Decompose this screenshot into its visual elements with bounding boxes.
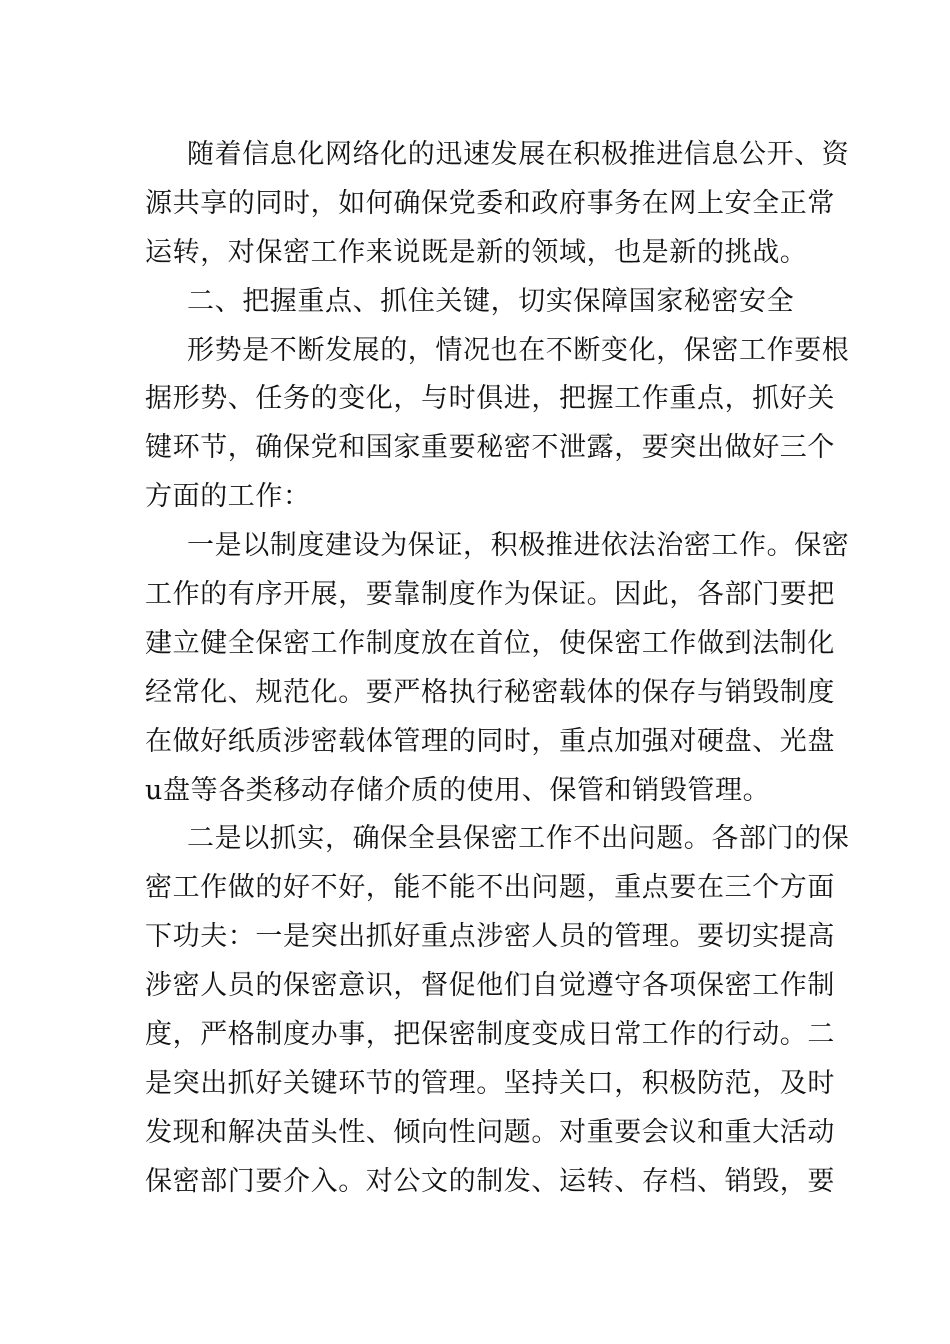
paragraph-line-18: 涉密人员的保密意识，督促他们自觉遵守各项保密工作制 — [145, 970, 835, 1002]
paragraph-line-16: 密工作做的好不好，能不能不出问题，重点要在三个方面 — [145, 872, 835, 904]
paragraph-line-8: 方面的工作： — [145, 481, 311, 513]
paragraph-line-9: 一是以制度建设为保证，积极推进依法治密工作。保密 — [187, 530, 850, 562]
paragraph-line-1: 随着信息化网络化的迅速发展在积极推进信息公开、资 — [187, 139, 850, 170]
paragraph-line-5: 形势是不断发展的，情况也在不断变化，保密工作要根 — [187, 334, 850, 366]
paragraph-line-17: 下功夫：一是突出抓好重点涉密人员的管理。要切实提高 — [145, 921, 835, 953]
paragraph-line-6: 据形势、任务的变化，与时俱进，把握工作重点，抓好关 — [145, 383, 835, 415]
paragraph-line-14: u盘等各类移动存储介质的使用、保管和销毁管理。 — [145, 774, 771, 806]
paragraph-line-22: 保密部门要介入。对公文的制发、运转、存档、销毁，要 — [145, 1165, 835, 1197]
paragraph-line-19: 度，严格制度办事，把保密制度变成日常工作的行动。二 — [145, 1019, 835, 1051]
paragraph-line-15: 二是以抓实，确保全县保密工作不出问题。各部门的保 — [187, 823, 850, 855]
paragraph-line-3: 运转，对保密工作来说既是新的领域，也是新的挑战。 — [145, 236, 808, 268]
paragraph-line-10: 工作的有序开展，要靠制度作为保证。因此，各部门要把 — [145, 579, 835, 611]
paragraph-line-7: 键环节，确保党和国家重要秘密不泄露，要突出做好三个 — [145, 432, 835, 464]
paragraph-line-11: 建立健全保密工作制度放在首位，使保密工作做到法制化 — [145, 627, 835, 659]
paragraph-line-12: 经常化、规范化。要严格执行秘密载体的保存与销毁制度 — [145, 676, 835, 708]
paragraph-line-13: 在做好纸质涉密载体管理的同时，重点加强对硬盘、光盘 — [145, 725, 835, 757]
paragraph-line-20: 是突出抓好关键环节的管理。坚持关口，积极防范，及时 — [145, 1067, 835, 1099]
document-page — [145, 131, 850, 1207]
section-heading: 二、把握重点、抓住关键，切实保障国家秘密安全 — [187, 285, 795, 317]
paragraph-line-21: 发现和解决苗头性、倾向性问题。对重要会议和重大活动 — [145, 1116, 835, 1148]
paragraph-line-2: 源共享的同时，如何确保党委和政府事务在网上安全正常 — [145, 187, 835, 219]
